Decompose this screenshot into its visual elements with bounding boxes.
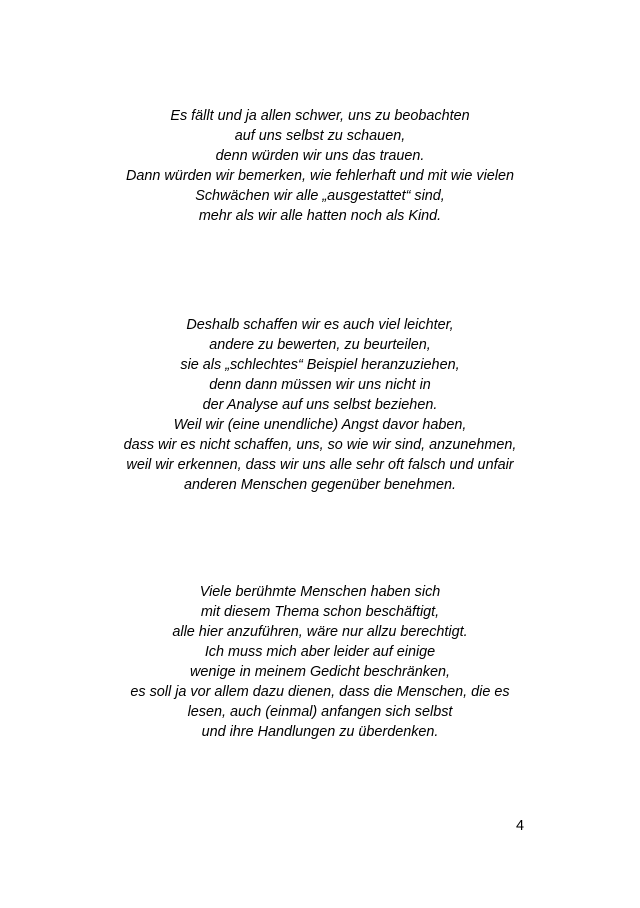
poem-line: mit diesem Thema schon beschäftigt, — [200, 604, 440, 620]
poem-stanza-1 — [0, 106, 640, 226]
poem-line: denn dann müssen wir uns nicht in — [209, 377, 431, 393]
poem-line: wenige in meinem Gedicht beschränken, — [190, 664, 450, 680]
poem-line: lesen, auch (einmal) anfangen sich selbst — [187, 704, 453, 720]
poem-line: Es fällt und ja allen schwer, uns zu beobachten — [170, 108, 470, 124]
poem-line: es soll ja vor allem dazu dienen, dass die Menschen, die es — [130, 684, 510, 700]
poem-line: alle hier anzuführen, wäre nur allzu berechtigt. — [172, 624, 468, 640]
poem-line: dass wir es nicht schaffen, uns, so wie wir sind, anzunehmen, — [123, 437, 517, 453]
poem-line: Schwächen wir alle „ausgestattet“ sind, — [195, 188, 445, 204]
poem-stanza-3 — [0, 582, 640, 742]
poem-line: weil wir erkennen, dass wir uns alle sehr oft falsch und unfair — [126, 457, 514, 473]
poem-line: auf uns selbst zu schauen, — [234, 128, 406, 144]
poem-line: anderen Menschen gegenüber benehmen. — [183, 477, 457, 493]
poem-line: der Analyse auf uns selbst beziehen. — [202, 397, 438, 413]
poem-stanza-2 — [0, 315, 640, 495]
poem-line: andere zu bewerten, zu beurteilen, — [209, 337, 431, 353]
poem-line: Ich muss mich aber leider auf einige — [204, 644, 436, 660]
poem-line: sie als „schlechtes“ Beispiel heranzuziehen, — [180, 357, 460, 373]
poem-line: Dann würden wir bemerken, wie fehlerhaft und mit wie vielen — [126, 168, 514, 184]
poem-line: mehr als wir alle hatten noch als Kind. — [198, 208, 442, 224]
poem-line: Viele berühmte Menschen haben sich — [199, 584, 441, 600]
page-number: 4 — [516, 818, 525, 834]
poem-line: Weil wir (eine unendliche) Angst davor haben, — [173, 417, 467, 433]
poem-line: Deshalb schaffen wir es auch viel leichter, — [186, 317, 454, 333]
poem-line: und ihre Handlungen zu überdenken. — [201, 724, 439, 740]
poem-line: denn würden wir uns das trauen. — [215, 148, 425, 164]
